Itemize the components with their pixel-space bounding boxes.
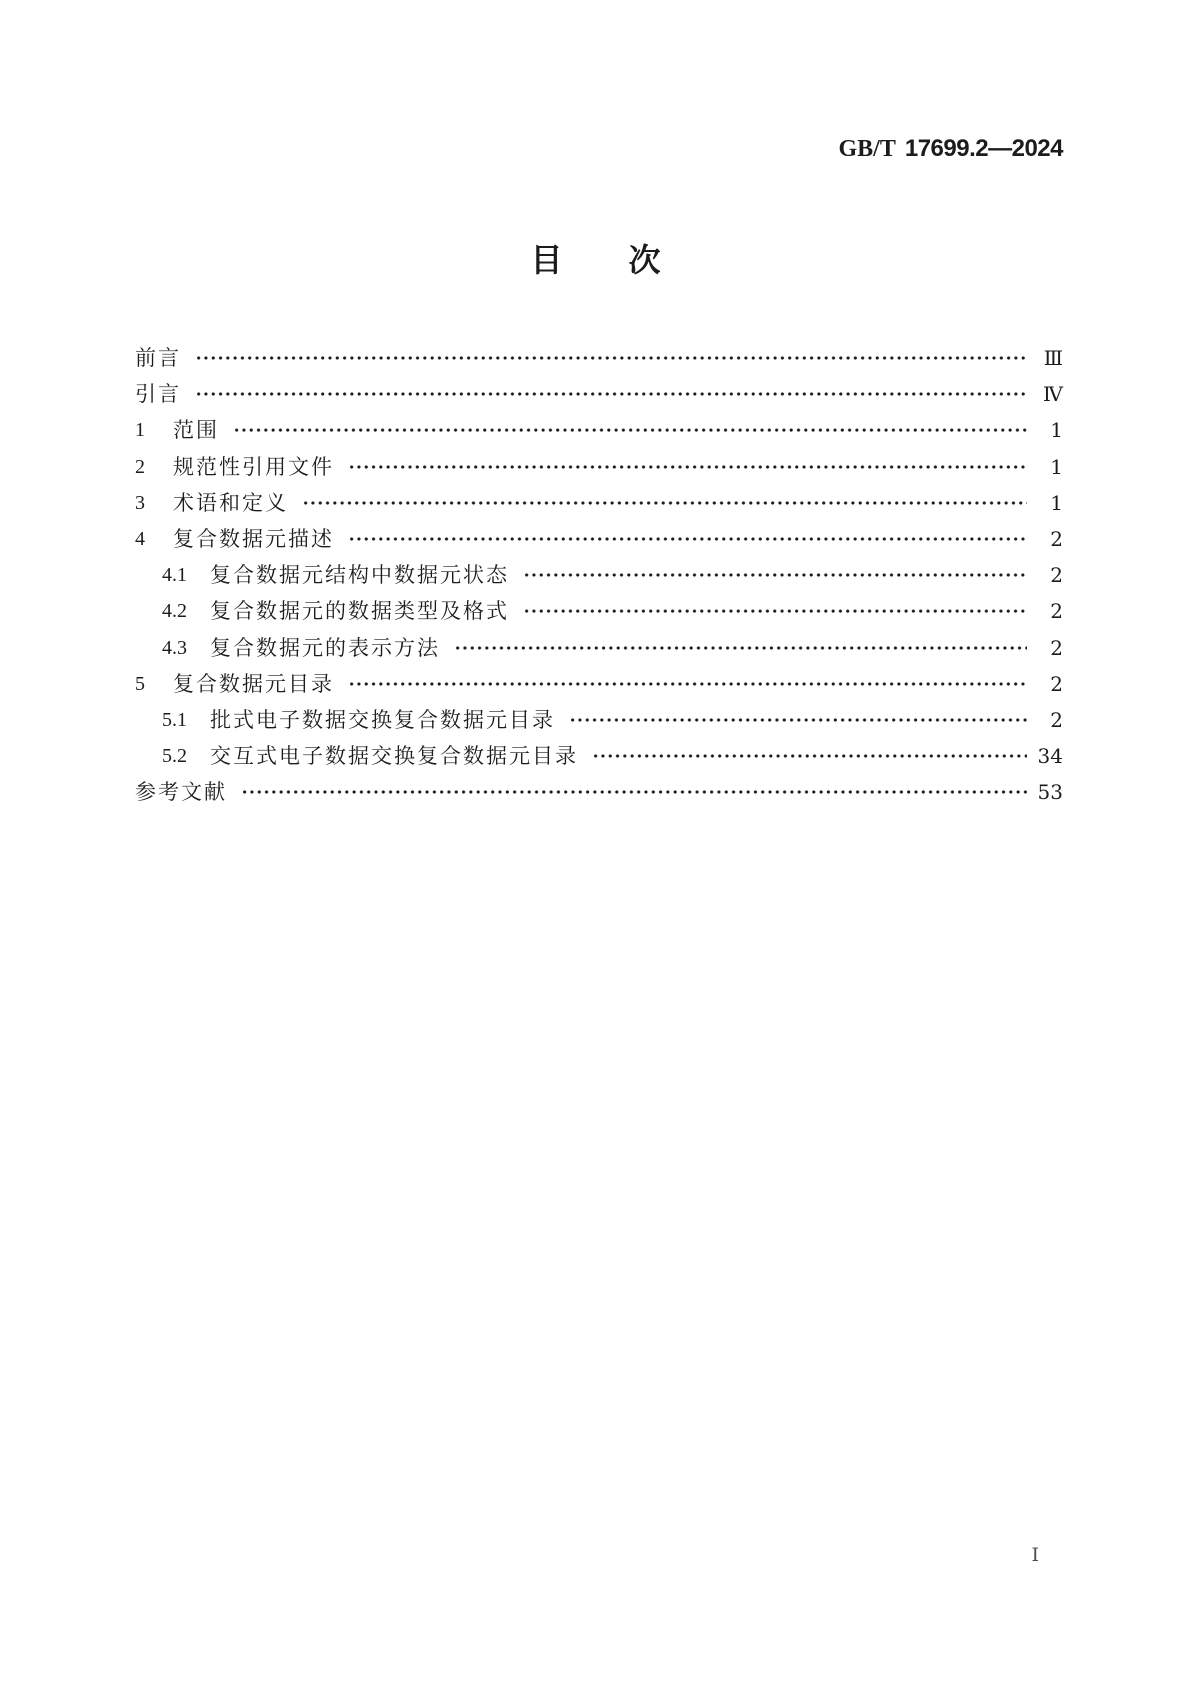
toc-entry-page-number: 2 [1050,526,1063,551]
toc-entry-page-number: 53 [1037,780,1063,805]
toc-entry-label: 范围 [173,418,219,443]
toc-entry-label: 复合数据元结构中数据元状态 [210,563,509,588]
dot-leader [346,521,1027,557]
page-title-char-2: 次 [628,242,661,278]
toc-entry [135,666,1063,702]
toc-entry-page-number: 34 [1037,744,1063,769]
dot-leader [567,702,1027,738]
dot-leader [193,340,1027,376]
toc-entry-page-number: 1 [1050,454,1063,479]
toc-entry-page-number: Ⅲ [1043,346,1063,370]
toc-entry [135,340,1063,376]
toc-entry-label: 交互式电子数据交换复合数据元目录 [210,744,578,769]
toc-entry [135,774,1063,810]
toc-entry [135,557,1063,593]
toc-entry-number: 5.1 [162,708,187,731]
toc-entry-number: 1 [135,419,145,442]
toc-entry-label: 前言 [135,346,181,370]
dot-leader [521,593,1027,629]
toc-entry-label: 术语和定义 [173,490,288,515]
toc-entry [135,485,1063,521]
dot-leader [346,666,1027,702]
toc-entry-page-number: 2 [1050,671,1063,696]
toc-entry-label: 复合数据元目录 [173,671,334,696]
dot-leader [300,485,1027,521]
toc-entry-number: 2 [135,455,145,478]
toc-entry [135,412,1063,448]
toc-entry-page-number: Ⅳ [1043,382,1063,407]
toc-list [135,340,1063,810]
toc-entry-number: 4 [135,527,145,550]
toc-entry-page-number: 2 [1050,707,1063,732]
toc-entry-label: 复合数据元描述 [173,526,334,551]
dot-leader [452,630,1027,666]
toc-entry-page-number: 2 [1050,563,1063,588]
dot-leader [239,774,1027,810]
standard-code [838,137,1063,161]
toc-entry-number: 4.1 [162,564,187,587]
toc-entry-page-number: 2 [1050,635,1063,660]
toc-entry-page-number: 1 [1050,490,1063,515]
toc-entry-label: 复合数据元的表示方法 [210,635,440,660]
toc-entry-number: 5.2 [162,745,187,768]
toc-entry [135,376,1063,412]
dot-leader [193,376,1027,412]
dot-leader [521,557,1027,593]
toc-entry-number: 5 [135,672,145,695]
page-title-char-1: 目 [530,242,563,278]
dot-leader [590,738,1027,774]
toc-entry [135,630,1063,666]
toc-entry-page-number: 2 [1050,599,1063,624]
dot-leader [231,412,1027,448]
toc-entry-number: 3 [135,491,145,514]
toc-entry-label: 批式电子数据交换复合数据元目录 [210,707,555,732]
standard-code-prefix: GB/T [838,136,896,162]
page-number-footer: Ⅰ [1031,1544,1039,1566]
toc-entry [135,738,1063,774]
dot-leader [346,449,1027,485]
page-title [0,243,1191,277]
toc-entry [135,449,1063,485]
standard-code-number: 17699.2—2024 [904,135,1063,162]
toc-entry [135,702,1063,738]
toc-entry-label: 复合数据元的数据类型及格式 [210,599,509,624]
toc-entry-label: 规范性引用文件 [173,454,334,479]
toc-entry-number: 4.2 [162,600,187,623]
toc-entry [135,521,1063,557]
toc-entry-label: 参考文献 [135,780,227,805]
toc-entry [135,593,1063,629]
toc-entry-page-number: 1 [1050,418,1063,443]
toc-entry-number: 4.3 [162,636,187,659]
toc-entry-label: 引言 [135,382,181,407]
